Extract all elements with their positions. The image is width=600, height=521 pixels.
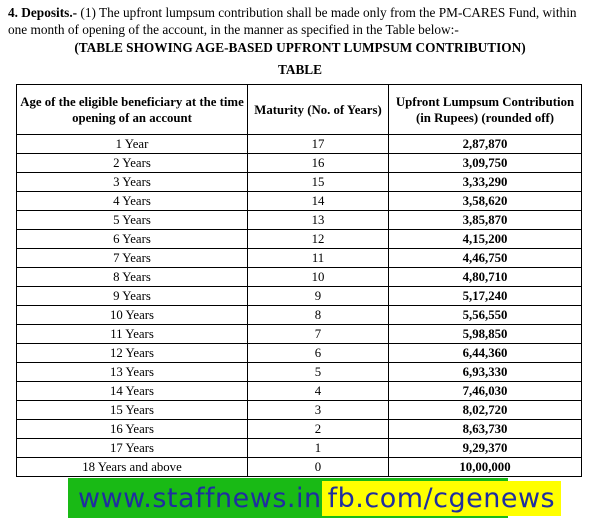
cell-contribution: 3,58,620 (389, 192, 582, 211)
table-header-row (17, 85, 582, 135)
table-row (17, 211, 582, 230)
cell-contribution: 4,46,750 (389, 249, 582, 268)
table-row (17, 268, 582, 287)
cell-contribution: 8,02,720 (389, 401, 582, 420)
cell-maturity: 14 (248, 192, 389, 211)
cell-maturity: 2 (248, 420, 389, 439)
cell-contribution: 3,33,290 (389, 173, 582, 192)
cell-maturity: 8 (248, 306, 389, 325)
cell-age: 15 Years (17, 401, 248, 420)
watermark-banner (68, 478, 556, 518)
cell-maturity: 6 (248, 344, 389, 363)
cell-maturity: 0 (248, 458, 389, 477)
cell-age: 11 Years (17, 325, 248, 344)
cell-maturity: 9 (248, 287, 389, 306)
cell-maturity: 5 (248, 363, 389, 382)
header-maturity: Maturity (No. of Years) (248, 85, 389, 135)
cell-contribution: 6,93,330 (389, 363, 582, 382)
header-contribution: Upfront Lumpsum Contribution (in Rupees) (rounded off) (389, 85, 582, 135)
contribution-table (16, 84, 582, 477)
table-row (17, 420, 582, 439)
cell-age: 9 Years (17, 287, 248, 306)
cell-contribution: 2,87,870 (389, 135, 582, 154)
cell-contribution: 5,56,550 (389, 306, 582, 325)
cell-age: 14 Years (17, 382, 248, 401)
cell-maturity: 16 (248, 154, 389, 173)
cell-contribution: 3,09,750 (389, 154, 582, 173)
table-row (17, 230, 582, 249)
cell-age: 4 Years (17, 192, 248, 211)
table-row (17, 173, 582, 192)
cell-age: 1 Year (17, 135, 248, 154)
cell-age: 13 Years (17, 363, 248, 382)
cell-age: 10 Years (17, 306, 248, 325)
cell-maturity: 7 (248, 325, 389, 344)
fb-cgenews-link[interactable]: fb.com/cgenews (322, 481, 561, 516)
cell-age: 5 Years (17, 211, 248, 230)
deposits-text: (1) The upfront lumpsum contribution shall be made only from the PM-CARES Fund, within one month of opening of the account, in the manner as specified in the Table below:- (8, 5, 577, 37)
table-row (17, 458, 582, 477)
cell-maturity: 15 (248, 173, 389, 192)
cell-contribution: 4,80,710 (389, 268, 582, 287)
cell-contribution: 5,98,850 (389, 325, 582, 344)
cell-age: 16 Years (17, 420, 248, 439)
table-subheading: TABLE (277, 62, 323, 77)
table-row (17, 382, 582, 401)
table-row (17, 325, 582, 344)
table-row (17, 306, 582, 325)
cell-age: 6 Years (17, 230, 248, 249)
cell-maturity: 10 (248, 268, 389, 287)
cell-contribution: 3,85,870 (389, 211, 582, 230)
cell-age: 7 Years (17, 249, 248, 268)
cell-age: 12 Years (17, 344, 248, 363)
cell-maturity: 1 (248, 439, 389, 458)
deposits-lead: 4. Deposits.- (8, 5, 78, 20)
deposits-paragraph (8, 4, 596, 38)
cell-contribution: 5,17,240 (389, 287, 582, 306)
cell-maturity: 11 (248, 249, 389, 268)
table-row (17, 135, 582, 154)
header-age: Age of the eligible beneficiary at the time opening of an account (17, 85, 248, 135)
cell-contribution: 10,00,000 (389, 458, 582, 477)
cell-age: 2 Years (17, 154, 248, 173)
cell-maturity: 13 (248, 211, 389, 230)
table-row (17, 439, 582, 458)
table-row (17, 154, 582, 173)
table-row (17, 344, 582, 363)
cell-age: 3 Years (17, 173, 248, 192)
cell-contribution: 4,15,200 (389, 230, 582, 249)
cell-contribution: 6,44,360 (389, 344, 582, 363)
cell-contribution: 8,63,730 (389, 420, 582, 439)
table-row (17, 192, 582, 211)
table-heading: (TABLE SHOWING AGE-BASED UPFRONT LUMPSUM CONTRIBUTION) (74, 40, 526, 55)
cell-age: 17 Years (17, 439, 248, 458)
cell-contribution: 9,29,370 (389, 439, 582, 458)
cell-contribution: 7,46,030 (389, 382, 582, 401)
cell-maturity: 3 (248, 401, 389, 420)
cell-age: 8 Years (17, 268, 248, 287)
cell-maturity: 4 (248, 382, 389, 401)
table-row (17, 249, 582, 268)
cell-age: 18 Years and above (17, 458, 248, 477)
cell-maturity: 17 (248, 135, 389, 154)
table-row (17, 363, 582, 382)
cell-maturity: 12 (248, 230, 389, 249)
staffnews-link[interactable]: www.staffnews.in (78, 482, 322, 514)
table-row (17, 401, 582, 420)
table-row (17, 287, 582, 306)
